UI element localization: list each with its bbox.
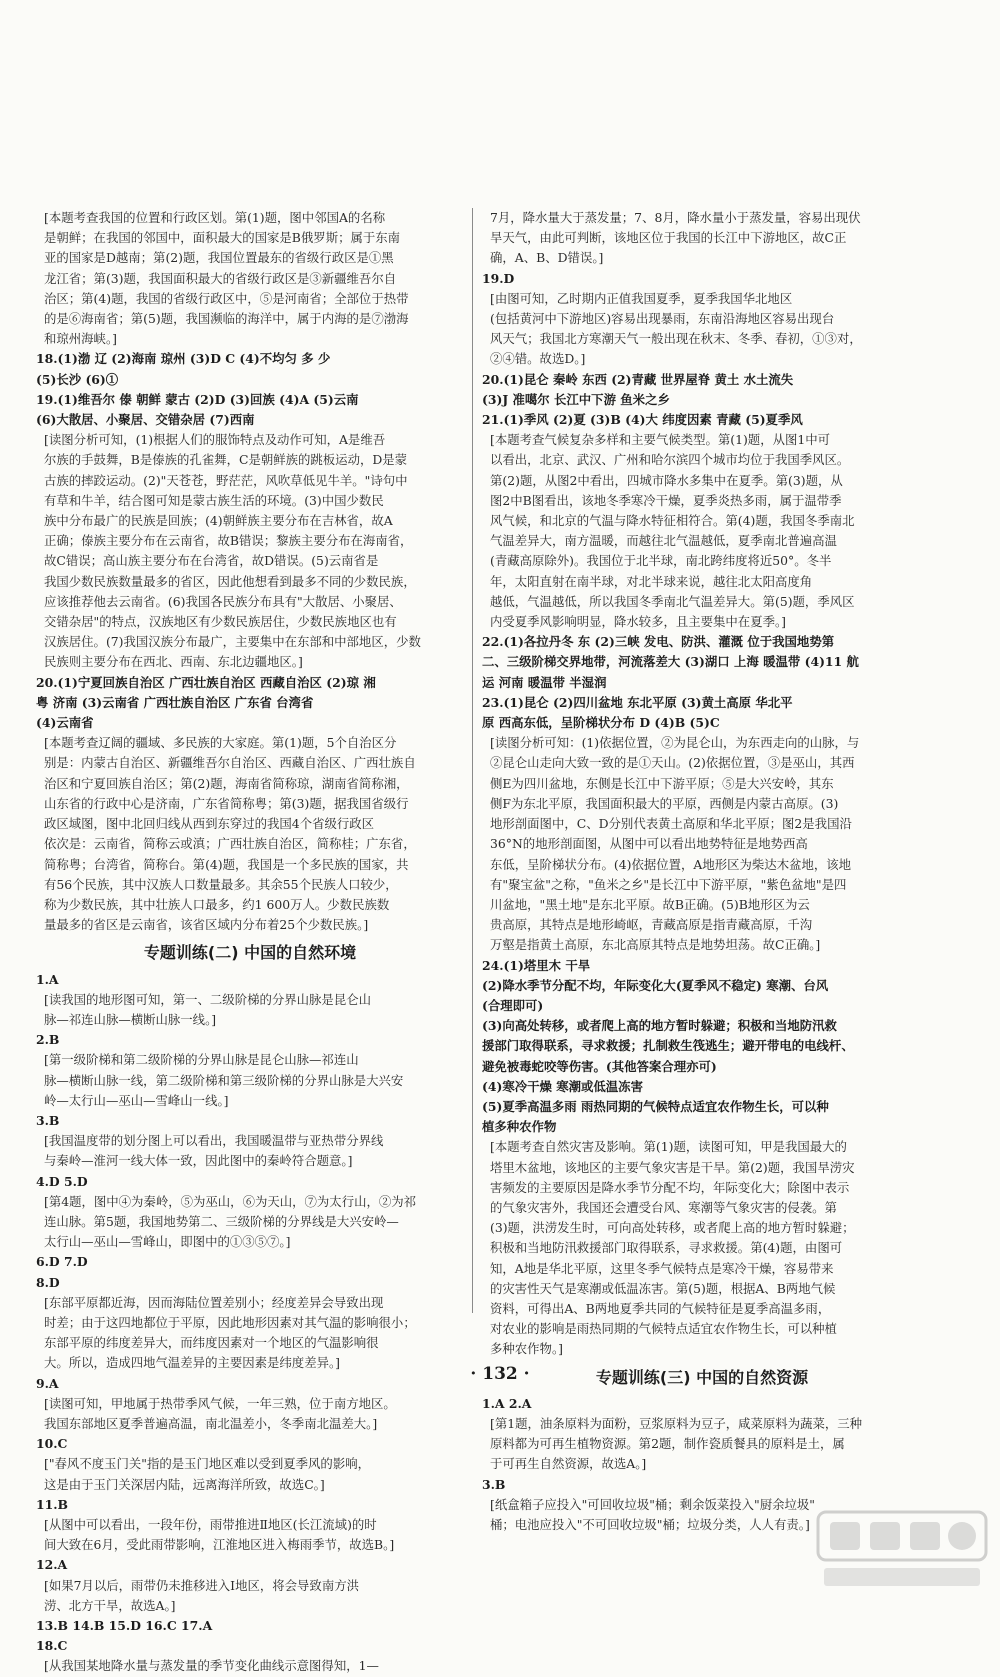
answer-text: 8.D bbox=[36, 1274, 60, 1290]
explanation-text: [从我国某地降水量与蒸发量的季节变化曲线示意图得知，1— bbox=[44, 1658, 379, 1674]
answer-text: 22.(1)各拉丹冬 东 (2)三峡 发电、防洪、灌溉 位于我国地势第 二、三级阶梯交界地带，河流落差大 (3)湖口 上海 暖温带 (4)11 航 运 河南 暖温带 半湿润 bbox=[482, 634, 859, 690]
explanation-text: [纸盒箱子应投入"可回收垃圾"桶；剩余饭菜投入"厨余垃圾" 桶；电池应投入"不可回收垃圾"桶；垃圾分类，人人有责。] bbox=[490, 1496, 816, 1532]
answer-text: 23.(1)昆仑 (2)四川盆地 东北平原 (3)黄土高原 华北平 原 西高东低，呈阶梯状分布 D (4)B (5)C bbox=[482, 694, 793, 731]
section-title: 专题训练(二) 中国的自然环境 bbox=[143, 943, 357, 963]
left-column bbox=[36, 208, 464, 1677]
explanation-text: [第一级阶梯和第二级阶梯的分界山脉是昆仑山脉—祁连山 脉—横断山脉一线，第二级阶梯和第三级阶梯的分界山脉是大兴安 岭—太行山—巫山—雪峰山一线。] bbox=[44, 1052, 404, 1108]
answer-text: 21.(1)季风 (2)夏 (3)B (4)大 纬度因素 青藏 (5)夏季风 bbox=[482, 412, 803, 428]
answer-text: 18.C bbox=[36, 1638, 68, 1654]
explanation-text: [如果7月以后，雨带仍未推移进入Ⅰ地区，将会导致南方洪 涝、北方干旱，故选A。] bbox=[44, 1577, 359, 1613]
page-number: · 132 · bbox=[470, 1364, 530, 1384]
answer-text: 20.(1)昆仑 秦岭 东西 (2)青藏 世界屋脊 黄土 水土流失 (3)J 准噶尔 长江中下游 鱼米之乡 bbox=[482, 371, 794, 407]
answer-text: 20.(1)宁夏回族自治区 广西壮族自治区 西藏自治区 (2)琼 湘 粤 济南 (3)云南省 广西壮族自治区 广东省 台湾省 (4)云南省 bbox=[36, 674, 376, 731]
explanation-text: [从图中可以看出，一段年份，雨带推进Ⅱ地区(长江流域)的时 间大致在6月，受此雨带影响，江淮地区进入梅雨季节，故选B。] bbox=[44, 1517, 395, 1553]
answer-text: 19.(1)维吾尔 傣 朝鲜 蒙古 (2)D (3)回族 (4)A (5)云南 (6)大散居、小聚居、交错杂居 (7)西南 bbox=[36, 391, 359, 428]
answer-text: 1.A bbox=[36, 971, 59, 987]
answer-text: 2.B bbox=[36, 1032, 60, 1048]
answer-text: 10.C bbox=[36, 1436, 68, 1452]
explanation-text: [读图分析可知：(1)依据位置，②为昆仑山，为东西走向的山脉，与 ②昆仑山走向大致一致的是①天山。(2)依据位置，③是巫山，其西 侧E为四川盆地，东侧是长江中下游平原；⑤是大兴安岭，其东 侧F为东北平原，我国面积最大的平原，西侧是内蒙古高原。(3) 地形剖面图中，C、D分别代表黄土高原和华北平原；图2是我国沿 36°N的地形剖面图，从图中可以看出地势特征是地势西高 东低，呈阶梯状分布。(4)依据位置，A地形区为柴达木盆地，该地 有"聚宝盆"之称，"鱼米之乡"是长江中下游平原，"紫色盆地"是四 川盆地，"黑土地"是东北平原。故B正确。(5)B地形区为云 贵高原，其特点是地形崎岖，青藏高原是指青藏高原，千沟 万壑是指黄土高原，东北高原其特点是地势坦荡。故C正确。] bbox=[490, 735, 860, 953]
explanation-text: [本题考查自然灾害及影响。第(1)题，读图可知，甲是我国最大的 塔里木盆地，该地区的主要气象灾害是干旱。第(2)题，我国旱涝灾 害频发的主要原因是降水季节分配不均，年际变化大；除图中表示 的气象灾害外，我国还会遭受台风、寒潮等气象灾害的侵袭。第 (3)题，洪涝发生时，可向高处转移，或者爬上高的地方暂时躲避； 积极和当地防汛救援部门取得联系，寻求救援。第(4)题，由图可 知，A地是华北平原，这里冬季气候特点是寒冷干燥，容易带来 的灾害性天气是寒潮或低温冻害。第(5)题，根据A、B两地气候 资料，可得出A、B两地夏季共同的气候特征是夏季高温多雨， 对农业的影响是雨热同期的气候特点适宜农作物生长，可以种植 多种农作物。] bbox=[490, 1139, 855, 1357]
explanation-text: ["春风不度玉门关"指的是玉门地区难以受到夏季风的影响， 这是由于玉门关深居内陆，远离海洋所致，故选C。] bbox=[44, 1456, 370, 1492]
explanation-text: 7月，降水量大于蒸发量；7、8月，降水量小于蒸发量，容易出现伏 旱天气，由此可判断，该地区位于我国的长江中下游地区，故C正 确，A、B、D错误。] bbox=[490, 210, 861, 266]
explanation-text: [本题考查气候复杂多样和主要气候类型。第(1)题，从图1中可 以看出，北京、武汉、广州和哈尔滨四个城市均位于我国季风区。 第(2)题，从图2中看出，四城市降水多集中在夏季。第(3)题，从 图2中B图看出，该地冬季寒冷干燥，夏季炎热多雨，属于温带季 风气候，和北京的气温与降水特征相符合。第(4)题，我国冬季南北 气温差异大，南方温暖，而越往北气温越低，夏季南北普遍高温 (青藏高原除外)。我国位于北半球，南北跨纬度将近50°。冬半 年，太阳直射在南半球，对北半球来说，越往北太阳高度角 越低，气温越低，所以我国冬季南北气温差异大。第(5)题，季风区 内受夏季风影响明显，降水较多，且主要集中在夏季。] bbox=[490, 432, 855, 630]
answer-text: 3.B bbox=[36, 1112, 60, 1128]
answer-text: 18.(1)渤 辽 (2)海南 琼州 (3)D C (4)不均匀 多 少 (5)长沙 (6)① bbox=[36, 351, 331, 387]
explanation-text: [本题考查我国的位置和行政区划。第(1)题，图中邻国A的名称 是朝鲜；在我国的邻国中，面积最大的国家是B俄罗斯；属于东南 亚的国家是D越南；第(2)题，我国位置最东的省级行政区是①黑 龙江省；第(3)题，我国面积最大的省级行政区是③新疆维吾尔自 治区；第(4)题，我国的省级行政区中，⑤是河南省；全部位于热带 的是⑥海南省；第(5)题，我国濒临的海洋中，属于内海的是⑦渤海 和琼州海峡。] bbox=[44, 210, 409, 347]
explanation-text: [本题考查辽阔的疆域、多民族的大家庭。第(1)题，5个自治区分 别是：内蒙古自治区、新疆维吾尔自治区、西藏自治区、广西壮族自 治区和宁夏回族自治区；第(2)题，海南省简称琼，湖南省简称湘， 山东省的行政中心是济南，广东省简称粤；第(3)题，据我国省级行 政区域图，图中北回归线从西到东穿过的我国4个省级行政区 依次是：云南省，简称云或滇；广西壮族自治区，简称桂；广东省， 简称粤；台湾省，简称台。第(4)题，我国是一个多民族的国家，共 有56个民族，其中汉族人口数量最多。其余55个民族人口较少， 称为少数民族，其中壮族人口最多，约1 600万人。少数民族数 量最多的省区是云南省，该省区域内分布着25个少数民族。] bbox=[44, 735, 416, 933]
explanation-text: [读图可知，甲地属于热带季风气候，一年三熟，位于南方地区。 我国东部地区夏季普遍高温，南北温差小，冬季南北温差大。] bbox=[44, 1395, 396, 1431]
answer-text: 19.D bbox=[482, 270, 515, 286]
explanation-text: [读我国的地形图可知，第一、二级阶梯的分界山脉是昆仑山 脉—祁连山脉—横断山脉一线。] bbox=[44, 991, 371, 1027]
explanation-text: [我国温度带的划分图上可以看出，我国暖温带与亚热带分界线 与秦岭—淮河一线大体一致，因此图中的秦岭符合题意。] bbox=[44, 1133, 384, 1169]
answer-text: 6.D 7.D bbox=[36, 1254, 88, 1270]
answer-text: 3.B bbox=[482, 1476, 506, 1492]
answer-text: 4.D 5.D bbox=[36, 1173, 88, 1189]
explanation-text: [东部平原都近海，因而海陆位置差别小；经度差异会导致出现 时差；由于这四地都位于平原，因此地形因素对其气温的影响很小； 东部平原的纬度差异大，而纬度因素对一个地区的气温影响很 大。所以，造成四地气温差异的主要因素是纬度差异。] bbox=[44, 1294, 416, 1371]
explanation-text: [读图分析可知，(1)根据人们的服饰特点及动作可知，A是维吾 尔族的手鼓舞，B是傣族的孔雀舞，C是朝鲜族的跳板运动，D是蒙 古族的摔跤运动。(2)"天苍苍，野茫茫，风吹草低见牛羊。"诗句中 有草和牛羊，结合图可知是蒙古族生活的环境。(3)中国少数民 族中分布最广的民族是回族；(4)朝鲜族主要分布在吉林省，故A 正确；傣族主要分布在云南省，故B错误；黎族主要分布在海南省， 故C错误；高山族主要分布在台湾省，故D错误。(5)云南省是 我国少数民族数量最多的省区，因此他想看到最多不同的少数民族， 应该推荐他去云南省。(6)我国各民族分布具有"大散居、小聚居、 交错杂居"的特点，汉族地区有少数民族居住，少数民族地区也有 汉族居住。(7)我国汉族分布最广，主要集中在东部和中部地区，少数 民族则主要分布在西北、西南、东北边疆地区。] bbox=[44, 432, 421, 670]
section-title: 专题训练(三) 中国的自然资源 bbox=[595, 1367, 809, 1387]
explanation-text: [由图可知，乙时期内正值我国夏季，夏季我国华北地区 (包括黄河中下游地区)容易出现暴雨，东南沿海地区容易出现台 风天气；我国北方寒潮天气一般出现在秋末、冬季、春初，①③对， ②④错。故选D。] bbox=[490, 290, 862, 367]
explanation-text: [第4题，图中④为秦岭，⑤为巫山，⑥为天山，⑦为太行山，②为祁 连山脉。第5题，我国地势第二、三级阶梯的分界线是大兴安岭— 太行山—巫山—雪峰山，即图中的①③⑤⑦。] bbox=[44, 1193, 417, 1250]
answer-text: 24.(1)塔里木 干旱 (2)降水季节分配不均，年际变化大(夏季风不稳定) 寒潮、台风 (合理即可) (3)向高处转移，或者爬上高的地方暂时躲避；积极和当地防汛救 援部门取得联系，寻求救援；扎制救生筏逃生；避开带电的电线杆、 避免被毒蛇咬等伤害。(其他答案合理亦可) (4)寒冷干燥 寒潮或低温冻害 (5)夏季高温多雨 雨热同期的气候特点适宜农作物生长，可以种 植多种农作物 bbox=[482, 957, 854, 1135]
answer-text: 13.B 14.B 15.D 16.C 17.A bbox=[36, 1618, 213, 1634]
answer-text: 11.B bbox=[36, 1496, 69, 1512]
answer-text: 9.A bbox=[36, 1375, 59, 1391]
right-column bbox=[482, 208, 922, 1535]
watermark-logo bbox=[814, 1508, 990, 1592]
column-divider bbox=[472, 208, 473, 1313]
answer-text: 1.A 2.A bbox=[482, 1395, 532, 1411]
explanation-text: [第1题，油条原料为面粉，豆浆原料为豆子，咸菜原料为蔬菜，三种 原料都为可再生植物资源。第2题，制作瓷质餐具的原料是土，属 于可再生自然资源，故选A。] bbox=[490, 1415, 863, 1472]
watermark-logo-icon bbox=[814, 1508, 990, 1592]
answer-text: 12.A bbox=[36, 1557, 68, 1573]
